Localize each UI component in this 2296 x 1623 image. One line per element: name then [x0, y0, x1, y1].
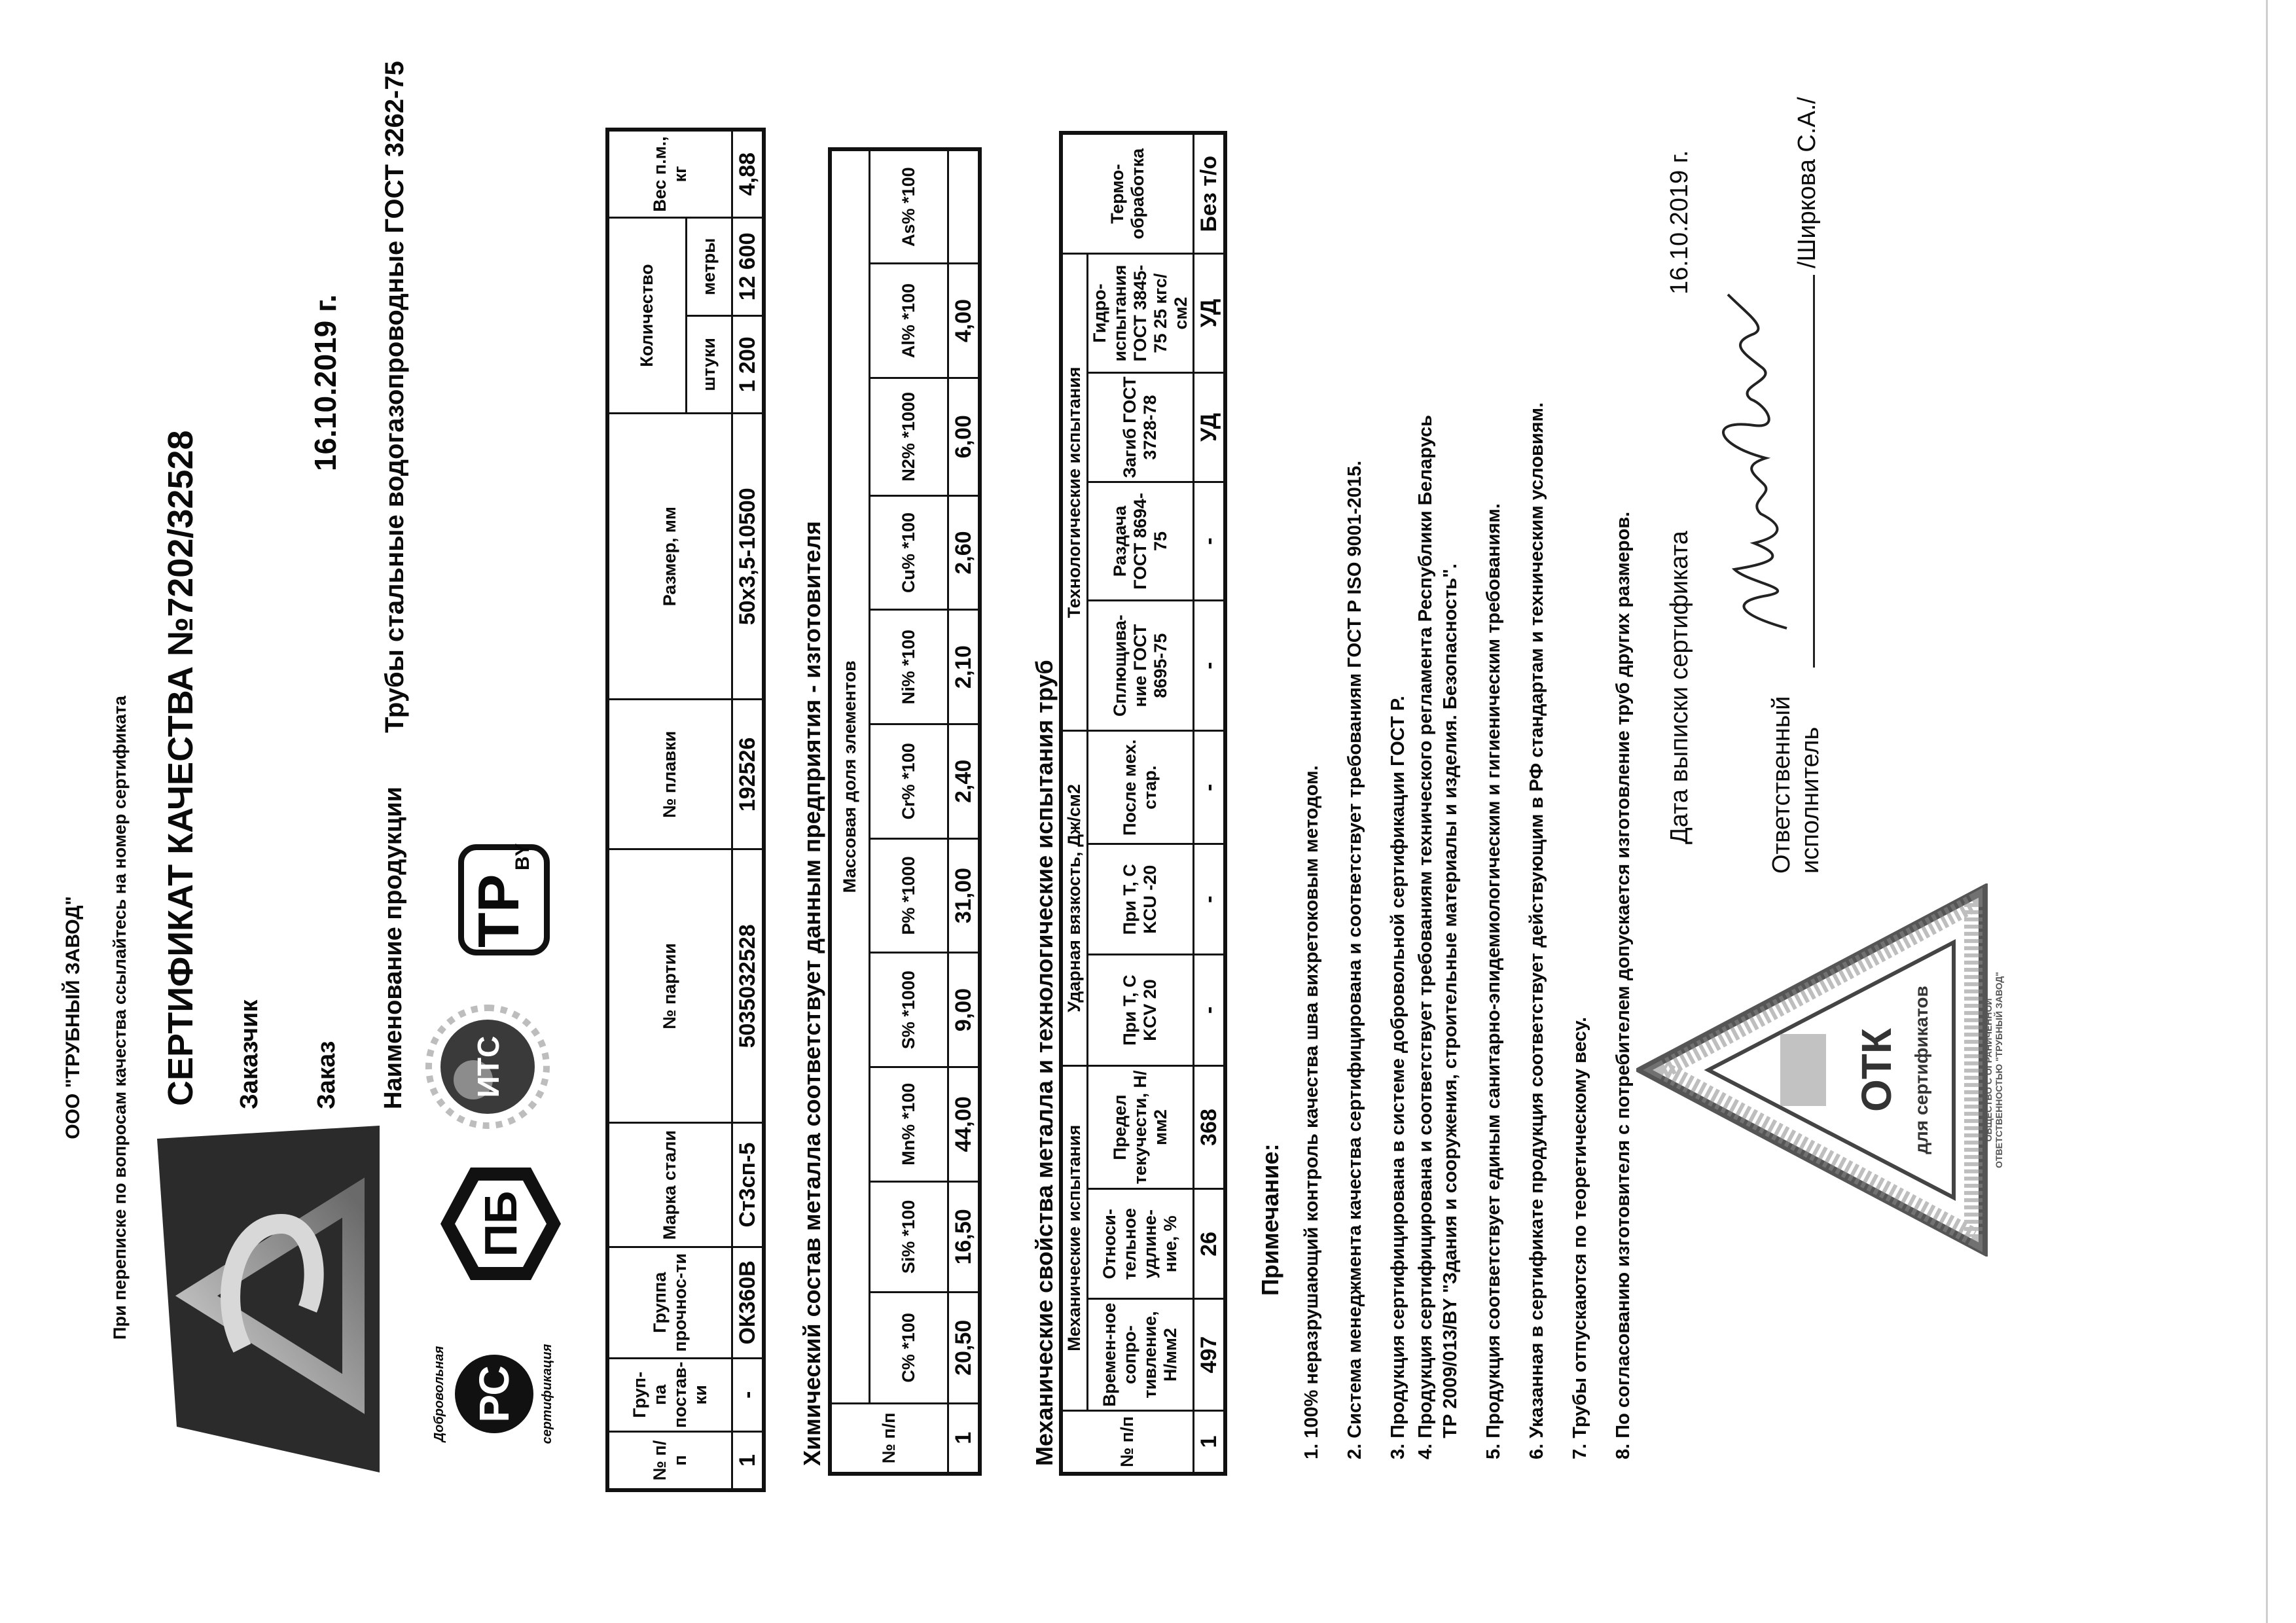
- mech-col-aging: После мех. стар.: [1087, 731, 1193, 844]
- table-row: [1193, 133, 1225, 1474]
- issue-date-label: Дата выписки сертификата: [1666, 531, 1693, 844]
- table-cell: 1: [1193, 1410, 1225, 1474]
- product-col-heat: № плавки: [607, 700, 732, 849]
- note-item: 1. 100% неразрушающий контроль качества шва вихретоковым методом.: [1301, 765, 1322, 1459]
- mech-col-kcu: При Т, С KCU -20: [1087, 844, 1193, 955]
- note-item: 4. Продукция сертифицирована и соответствует требованиям технического регламента Республики Беларусь: [1415, 415, 1436, 1459]
- table-cell: 12 600: [732, 218, 764, 316]
- mech-col-heat-treatment: Термо-обработка: [1061, 133, 1193, 254]
- reference-note: При переписке по вопросам качества ссылайтесь на номер сертификата: [110, 696, 130, 1340]
- table-cell: -: [1193, 955, 1225, 1065]
- product-name: Трубы стальные водогазопроводные ГОСТ 3262-75: [380, 61, 409, 733]
- product-col-pieces: штуки: [686, 315, 732, 413]
- table-cell: 2,60: [948, 495, 980, 610]
- table-cell: -: [732, 1358, 764, 1431]
- pb-logo: [435, 1158, 566, 1289]
- note-item: 8. По согласованию изготовителя с потребителем допускается изготовление труб других размеров.: [1613, 511, 1634, 1459]
- chem-group-header: Массовая доля элементов: [830, 149, 869, 1403]
- product-col-quantity: Количество: [607, 218, 686, 414]
- table-cell: 26: [1193, 1189, 1225, 1299]
- otk-stamp: [1636, 883, 1990, 1257]
- table-cell: 6,00: [948, 378, 980, 495]
- table-cell: 2,40: [948, 724, 980, 838]
- rst-logo: [425, 1329, 569, 1459]
- otk-stamp-ring-text: ОБЩЕСТВО С ОГРАНИЧЕННОЙ ОТВЕТСТВЕННОСТЬЮ "ТРУБНЫЙ ЗАВОД": [1983, 972, 2004, 1168]
- table-cell: 1: [732, 1431, 764, 1490]
- table-cell: ОК360В: [732, 1247, 764, 1358]
- product-table: [605, 128, 766, 1492]
- table-row: [948, 149, 980, 1474]
- tr-logo-subtext: BY: [512, 843, 533, 870]
- table-cell: Без т/о: [1193, 133, 1225, 254]
- mech-col-flattening: Сплющива-ние ГОСТ 8695-75: [1087, 600, 1193, 731]
- mech-section-title: Механические свойства металла и технологические испытания труб: [1031, 660, 1058, 1466]
- table-cell: УД: [1193, 372, 1225, 482]
- issue-date: 16.10.2019 г.: [1666, 150, 1693, 294]
- table-cell: 368: [1193, 1065, 1225, 1189]
- chem-col-mn: Mn% *100: [869, 1067, 948, 1181]
- responsible-label-line2: исполнитель: [1797, 726, 1824, 874]
- chem-col-cr: Cr% *100: [869, 724, 948, 838]
- chem-col-s: S% *1000: [869, 953, 948, 1067]
- table-cell: УД: [1193, 254, 1225, 372]
- product-col-strength-group: Группа прочнос-ти: [607, 1247, 732, 1358]
- company-name: ООО "ТРУБНЫЙ ЗАВОД": [62, 896, 84, 1139]
- mech-col-bend: Загиб ГОСТ 3728-78: [1087, 372, 1193, 482]
- mech-col-hydro: Гидро-испытания ГОСТ 3845-75 25 кгс/см2: [1087, 254, 1193, 372]
- table-cell: -: [1193, 482, 1225, 600]
- product-col-num: № п/п: [607, 1431, 732, 1490]
- order-label: Заказ: [313, 1041, 340, 1109]
- table-cell: 192526: [732, 700, 764, 849]
- mech-group-technological: Технологические испытания: [1061, 254, 1087, 731]
- table-cell: 5035032528: [732, 849, 764, 1123]
- table-cell: 1 200: [732, 315, 764, 413]
- tr-logo: [452, 831, 556, 962]
- mech-col-yield: Предел текучести, Н/мм2: [1087, 1065, 1193, 1189]
- table-cell: 31,00: [948, 838, 980, 953]
- handwritten-signature: [1689, 275, 1839, 641]
- table-cell: 44,00: [948, 1067, 980, 1181]
- scan-artifact-line: [2266, 0, 2268, 1623]
- chem-col-si: Si% *100: [869, 1181, 948, 1293]
- responsible-label-line1: Ответственный: [1768, 696, 1795, 874]
- itc-logo-text: ИТС: [471, 1035, 505, 1098]
- table-cell: -: [1193, 600, 1225, 731]
- rst-logo-bottom-text: сертификация: [540, 1344, 554, 1444]
- table-cell: 1: [948, 1403, 980, 1474]
- table-cell: 50x3,5-10500: [732, 414, 764, 700]
- chem-col-al: Al% *100: [869, 264, 948, 378]
- product-col-size: Размер, мм: [607, 414, 732, 700]
- chem-col-n2: N2% *1000: [869, 378, 948, 495]
- note-item: 2. Система менеджмента качества сертифицирована и соответствует требованиям ГОСТ Р ISO 9001-2015.: [1344, 460, 1365, 1459]
- mech-col-kcv: При Т, С KCV 20: [1087, 955, 1193, 1065]
- responsible-label: [1767, 696, 1825, 874]
- customer-label: Заказчик: [236, 999, 263, 1109]
- notes-title: Примечание:: [1257, 1143, 1283, 1296]
- mech-col-expansion: Раздача ГОСТ 8694-75: [1087, 482, 1193, 600]
- mech-group-mechanical: Механические испытания: [1061, 1065, 1087, 1410]
- product-col-weight: Вес п.м., кг: [607, 130, 732, 218]
- mech-col-num: № п/п: [1061, 1410, 1193, 1474]
- tr-logo-text: ТР: [466, 874, 531, 948]
- chem-col-c: C% *100: [869, 1293, 948, 1404]
- table-cell: Ст3сп-5: [732, 1123, 764, 1247]
- product-label: Наименование продукции: [380, 786, 407, 1109]
- pb-logo-text: ПБ: [475, 1190, 526, 1257]
- table-cell: [948, 149, 980, 264]
- table-cell: 2,10: [948, 610, 980, 724]
- note-item: 6. Указанная в сертификате продукция соответствует действующим в РФ стандартам и техническим условиям.: [1526, 402, 1547, 1459]
- mech-col-tensile: Времен-ное сопро-тивление, Н/мм2: [1087, 1299, 1193, 1411]
- product-col-batch: № партии: [607, 849, 732, 1123]
- product-col-steel-grade: Марка стали: [607, 1123, 732, 1247]
- table-cell: -: [1193, 844, 1225, 955]
- chem-section-title: Химический состав металла соответствует данным предприятия - изготовителя: [798, 521, 825, 1466]
- table-cell: 9,00: [948, 953, 980, 1067]
- signer-name: /Ширкова С.А./: [1793, 97, 1821, 268]
- table-row: [732, 130, 764, 1490]
- chem-col-as: As% *100: [869, 149, 948, 264]
- mech-table: [1059, 131, 1227, 1476]
- otk-stamp-subtitle: для сертификатов: [1911, 986, 1931, 1154]
- chem-col-num: № п/п: [830, 1403, 948, 1474]
- mech-col-elongation: Относи-тельное удлине-ние, %: [1087, 1189, 1193, 1299]
- chem-col-p: P% *1000: [869, 838, 948, 953]
- notes-list: [1299, 402, 1636, 1459]
- table-cell: 20,50: [948, 1293, 980, 1404]
- product-col-meters: метры: [686, 218, 732, 316]
- chem-col-cu: Cu% *100: [869, 495, 948, 610]
- chem-col-ni: Ni% *100: [869, 610, 948, 724]
- table-cell: -: [1193, 731, 1225, 844]
- table-cell: 4,88: [732, 130, 764, 218]
- rst-logo-top-text: Добровольная: [432, 1346, 446, 1442]
- certificate-title: СЕРТИФИКАТ КАЧЕСТВА №7202/32528: [161, 430, 200, 1106]
- mech-group-impact: Ударная вязкость, Дж/см2: [1061, 731, 1087, 1065]
- note-item: ТР 2009/013/BY "Здания и сооружения, строительные материалы и изделия. Безопасность".: [1440, 563, 1461, 1459]
- note-item: 3. Продукция сертифицирована в системе добровольной сертификации ГОСТ Р.: [1388, 696, 1408, 1459]
- order-date: 16.10.2019 г.: [308, 294, 342, 471]
- rst-logo-circle: [455, 1355, 533, 1433]
- itc-logo: [422, 1001, 553, 1132]
- otk-stamp-title: ОТК: [1853, 1028, 1900, 1112]
- note-item: 7. Трубы отпускаются по теоретическому весу.: [1570, 1016, 1590, 1459]
- chem-table: [828, 147, 982, 1476]
- note-item: 5. Продукция соответствует единым санитарно-эпидемиологическим и гигиеническим требованиям.: [1483, 503, 1504, 1459]
- company-logo-emblem: [157, 1126, 380, 1472]
- table-cell: 16,50: [948, 1181, 980, 1293]
- rst-logo-letters: РС: [471, 1365, 518, 1423]
- table-cell: 4,00: [948, 264, 980, 378]
- table-cell: 497: [1193, 1299, 1225, 1411]
- product-col-delivery-group: Груп-па постав-ки: [607, 1358, 732, 1431]
